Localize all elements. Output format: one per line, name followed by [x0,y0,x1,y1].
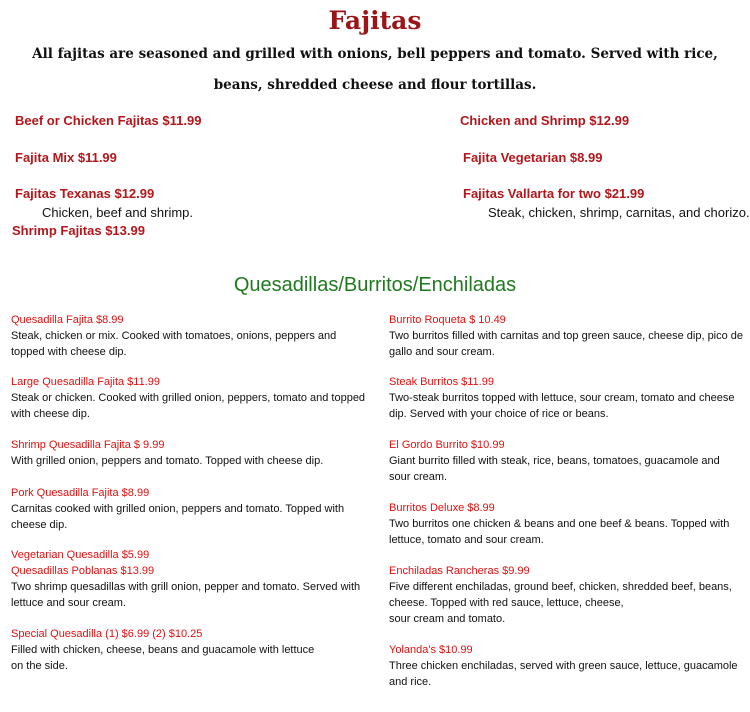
menu-item [389,374,744,422]
menu-item-desc: Filled with chicken, cheese, beans and guacamole with lettuce [11,644,315,656]
menu-item [11,626,366,674]
menu-item [11,547,366,563]
section-title: Quesadillas/Burritos/Enchiladas [233,274,517,296]
menu-item-desc: sour cream and tomato. [389,613,506,625]
menu-item-name: Burritos Deluxe $8.99 [389,502,495,514]
fajita-item-beef-chicken: Beef or Chicken Fajitas $11.99 [15,113,202,128]
menu-item-name: Vegetarian Quesadilla $5.99 [11,549,150,561]
menu-item-desc: Two shrimp quesadillas with grill onion, pepper and tomato. Served with lettuce and sour cream. [11,581,361,609]
menu-item [389,437,744,485]
menu-item-desc: Two burritos filled with carnitas and top green sauce, cheese dip, pico de gallo and sour cream. [389,330,744,358]
menu-item [11,485,366,533]
fajitas-intro-line-2: beans, shredded cheese and flour tortillas. [213,77,537,93]
menu-item [11,312,366,360]
menu-item-name: Shrimp Quesadilla Fajita $ 9.99 [11,439,165,451]
menu-item-desc: Carnitas cooked with grilled onion, peppers and tomato. Topped with cheese dip. [11,503,345,531]
menu-item-name: Quesadilla Fajita $8.99 [11,314,124,326]
menu-item-desc: Five different enchiladas, ground beef, chicken, shredded beef, beans, cheese. Topped with red sauce, lettuce, cheese, [389,581,732,609]
fajita-item-shrimp: Shrimp Fajitas $13.99 [12,223,145,238]
fajita-item-texanas: Fajitas Texanas $12.99 [15,186,155,201]
menu-item [389,500,744,548]
fajitas-title: Fajitas [328,6,422,35]
menu-item-name: Steak Burritos $11.99 [389,376,494,388]
menu-item [11,437,366,469]
menu-item [389,642,744,690]
fajita-item-vallarta: Fajitas Vallarta for two $21.99 [463,186,645,201]
menu-item-desc: Steak or chicken. Cooked with grilled onion, peppers, tomato and topped with cheese dip. [11,392,366,420]
menu-item-name: Special Quesadilla (1) $6.99 (2) $10.25 [11,628,203,640]
menu-item-desc: Giant burrito filled with steak, rice, beans, tomatoes, guacamole and sour cream. [389,455,720,483]
menu-item-desc: Steak, chicken or mix. Cooked with tomatoes, onions, peppers and topped with cheese dip. [11,330,337,358]
fajita-item-chicken-shrimp: Chicken and Shrimp $12.99 [460,113,630,128]
menu-item [389,563,744,627]
menu-item-name: El Gordo Burrito $10.99 [389,439,505,451]
menu-item-name: Large Quesadilla Fajita $11.99 [11,376,161,388]
menu-item-desc: Two burritos one chicken & beans and one beef & beans. Topped with lettuce, tomato and sour cream. [389,518,730,546]
fajita-item-mix: Fajita Mix $11.99 [15,150,117,165]
menu-item-desc: Two-steak burritos topped with lettuce, sour cream, tomato and cheese dip. Served with your choice of rice or beans. [389,392,735,420]
menu-item-name: Pork Quesadilla Fajita $8.99 [11,487,150,499]
menu-item-desc: Three chicken enchiladas, served with green sauce, lettuce, guacamole and rice. [389,660,738,688]
menu-item-desc: With grilled onion, peppers and tomato. Topped with cheese dip. [11,455,324,467]
menu-item [389,312,744,360]
menu-item [11,563,366,611]
menu-item-name: Burrito Roqueta $ 10.49 [389,314,506,326]
menu-item [11,374,366,422]
menu-item-name: Yolanda's $10.99 [389,644,473,656]
fajitas-intro-line-1: All fajitas are seasoned and grilled with onions, bell peppers and tomato. Served with rice, [32,46,718,62]
fajita-item-vegetarian: Fajita Vegetarian $8.99 [463,150,603,165]
fajita-texanas-desc: Chicken, beef and shrimp. [42,205,194,220]
menu-item-desc: on the side. [11,660,68,672]
menu-item-name: Enchiladas Rancheras $9.99 [389,565,530,577]
menu-item-name: Quesadillas Poblanas $13.99 [11,565,155,577]
fajita-vallarta-desc: Steak, chicken, shrimp, carnitas, and chorizo. [488,205,750,220]
